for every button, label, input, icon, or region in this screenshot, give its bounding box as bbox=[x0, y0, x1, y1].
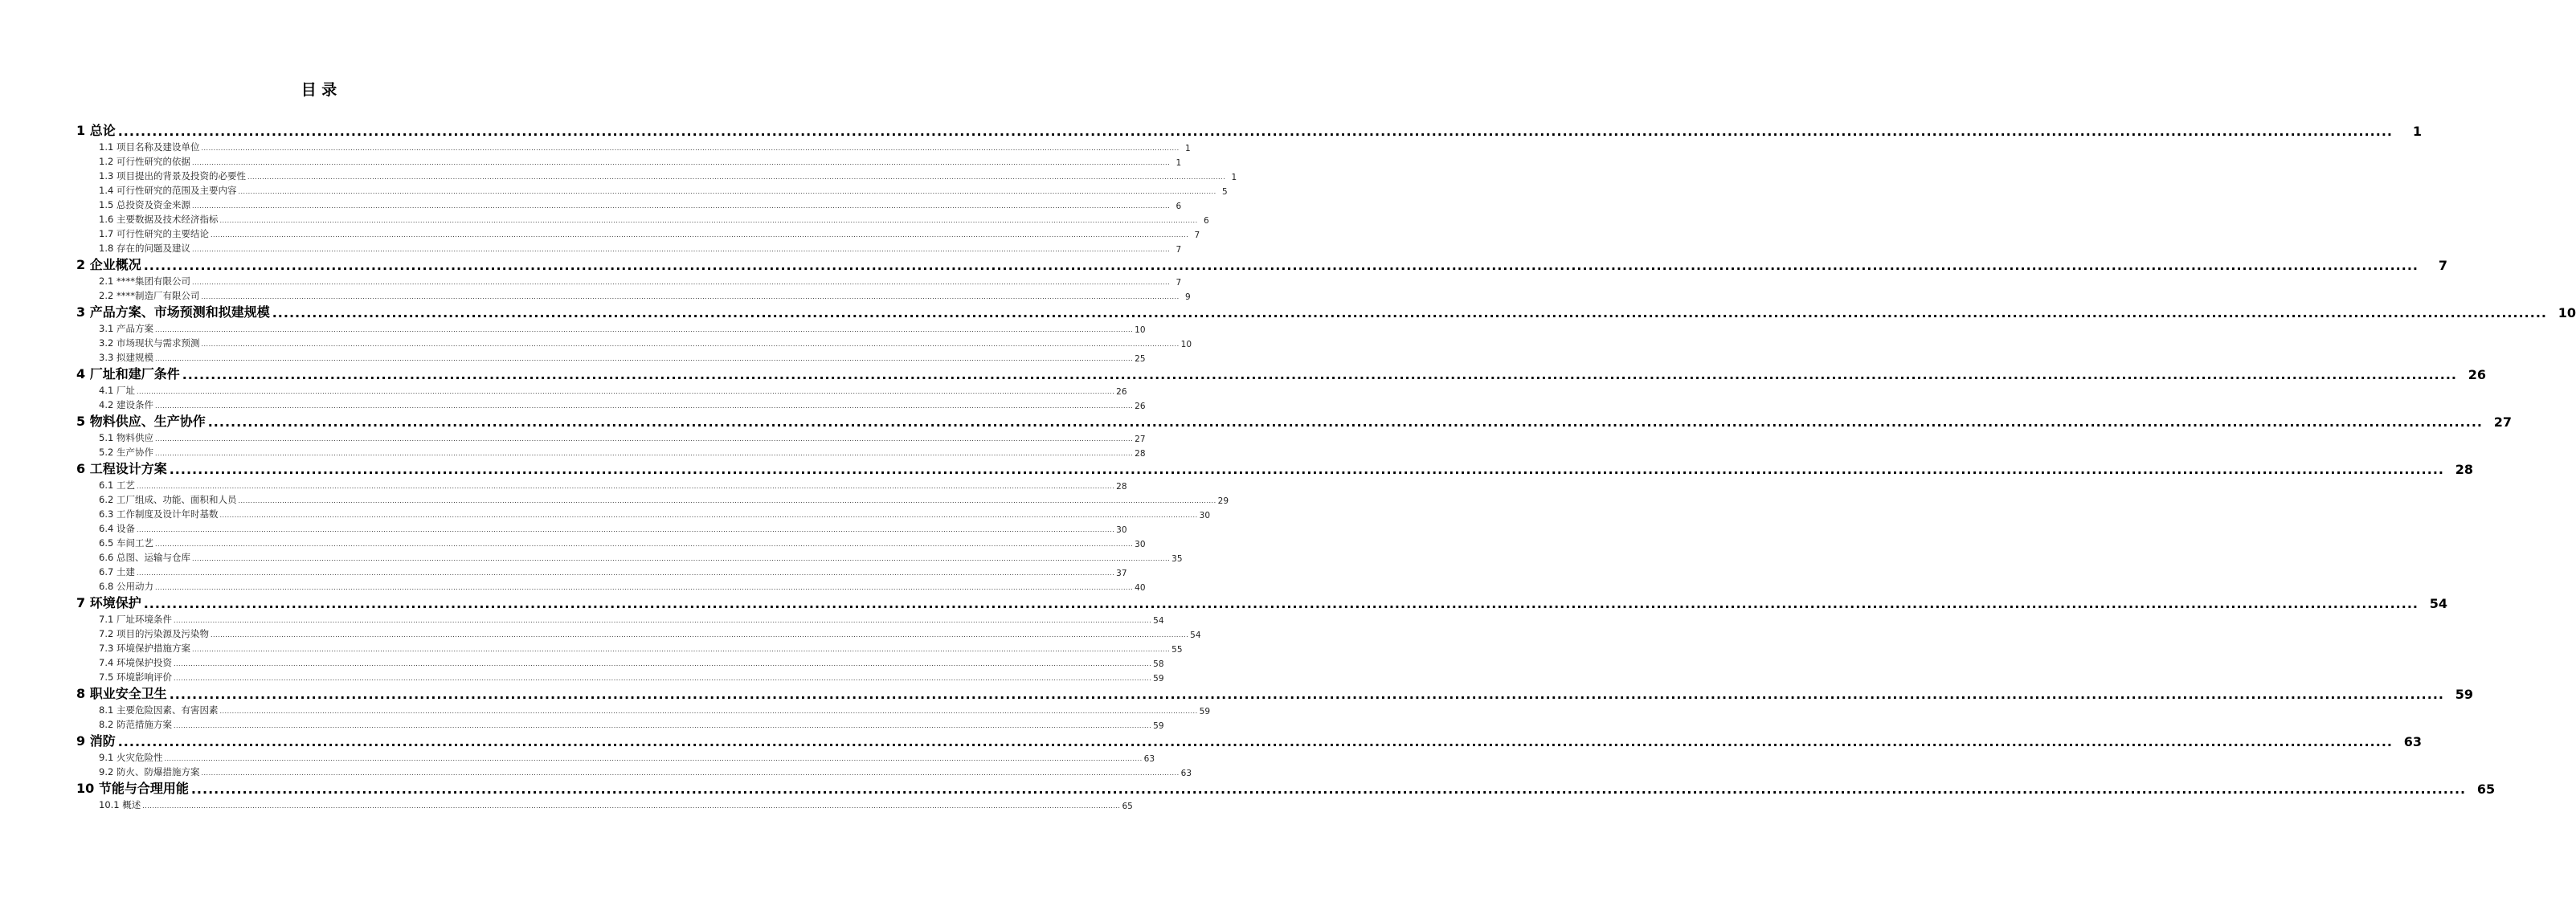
toc-entry-label: 6.7 土建 bbox=[99, 566, 135, 578]
toc-entry-label: 1.1 项目名称及建设单位 bbox=[99, 141, 200, 153]
toc-leader-dots: ................................................................................................................................................................................................................................................................................................................................................................................................................ bbox=[154, 450, 1134, 457]
toc-section-entry[interactable] bbox=[76, 139, 1191, 153]
toc-entry-label: 1 总论 bbox=[76, 123, 116, 138]
toc-leader-dots: ................................................................................................................................................................................................................................................................................................................................................................................................................ bbox=[219, 512, 1198, 519]
toc-page-number: 6 bbox=[1176, 202, 1182, 211]
toc-page-number: 63 bbox=[1143, 754, 1155, 764]
toc-entry-label: 6.2 工厂组成、功能、面积和人员 bbox=[99, 494, 237, 505]
toc-entry-label: 5 物料供应、生产协作 bbox=[76, 414, 206, 429]
toc-section-entry[interactable] bbox=[76, 273, 1182, 288]
toc-leader-dots: ................................................................................................................................................................................................................................................................................................................................................................................................................ bbox=[154, 435, 1134, 443]
toc-chapter-entry[interactable] bbox=[76, 122, 2422, 139]
toc-section-entry[interactable] bbox=[76, 764, 1192, 778]
toc-page-number: 25 bbox=[1135, 354, 1146, 364]
toc-entry-label: 1.8 存在的问题及建议 bbox=[99, 243, 190, 254]
toc-section-entry[interactable] bbox=[76, 797, 1133, 811]
toc-leader-dots: ................................................................................................................................................................................................................................................................................................................................................................................................................ bbox=[219, 217, 1198, 224]
toc-leader-dots: ................................................................................................................................................................................................................................................................................................................................................................................................................ bbox=[247, 173, 1226, 181]
toc-section-entry[interactable] bbox=[76, 611, 1164, 626]
toc-leader-dots: ................................................................................................................................................................................................................................................................................................................................................................................................................ bbox=[142, 802, 1121, 810]
toc-leader-dots: ................................................................................................................................................................................................................................................................................................................................................................................................................ bbox=[201, 293, 1180, 300]
toc-page-number: 26 bbox=[1116, 387, 1127, 397]
toc-page-number: 7 bbox=[2438, 258, 2447, 273]
toc-entry-label: 9.1 火灾危险性 bbox=[99, 752, 163, 763]
toc-page-number: 10 bbox=[2558, 305, 2576, 320]
toc-page-number: 30 bbox=[1199, 511, 1211, 520]
toc-leader-dots: ................................................................................................................................................................................................................................................................................................................................................................................................................ bbox=[201, 769, 1180, 777]
toc-page-number: 55 bbox=[1171, 645, 1183, 655]
toc-page-number: 54 bbox=[2429, 596, 2447, 611]
toc-section-entry[interactable] bbox=[76, 197, 1182, 211]
toc-entry-label: 4 厂址和建厂条件 bbox=[76, 366, 180, 382]
toc-leader-dots: ................................................................................................................................................................................................................................................................................................................................................................................................................ bbox=[143, 258, 2419, 273]
toc-page-number: 28 bbox=[1116, 482, 1127, 492]
toc-leader-dots: ................................................................................................................................................................................................................................................................................................................................................................................................................ bbox=[191, 246, 1171, 253]
toc-leader-dots: ................................................................................................................................................................................................................................................................................................................................................................................................................ bbox=[136, 388, 1115, 395]
toc-section-entry[interactable] bbox=[76, 669, 1164, 684]
toc-section-entry[interactable] bbox=[76, 240, 1182, 255]
toc-page-number: 1 bbox=[1184, 144, 1191, 153]
toc-leader-dots: ................................................................................................................................................................................................................................................................................................................................................................................................................ bbox=[210, 631, 1189, 639]
toc-section-entry[interactable] bbox=[76, 335, 1192, 349]
toc-leader-dots: ................................................................................................................................................................................................................................................................................................................................................................................................................ bbox=[201, 145, 1180, 152]
toc-page-number: 65 bbox=[1122, 802, 1133, 811]
toc-entry-label: 6 工程设计方案 bbox=[76, 461, 167, 476]
toc-section-entry[interactable] bbox=[76, 288, 1191, 302]
toc-section-entry[interactable] bbox=[76, 564, 1127, 578]
toc-page-number: 27 bbox=[1135, 435, 1146, 444]
toc-leader-dots: ................................................................................................................................................................................................................................................................................................................................................................................................................ bbox=[169, 687, 2444, 702]
toc-entry-label: 7.4 环境保护投资 bbox=[99, 657, 172, 668]
toc-leader-dots: ................................................................................................................................................................................................................................................................................................................................................................................................................ bbox=[143, 596, 2419, 611]
toc-entry-label: 6.6 总图、运输与仓库 bbox=[99, 552, 190, 563]
toc-leader-dots: ................................................................................................................................................................................................................................................................................................................................................................................................................ bbox=[173, 675, 1152, 682]
toc-section-entry[interactable] bbox=[76, 549, 1183, 564]
toc-entry-label: 6.8 公用动力 bbox=[99, 581, 153, 592]
table-of-contents bbox=[76, 120, 2576, 811]
toc-leader-dots: ................................................................................................................................................................................................................................................................................................................................................................................................................ bbox=[210, 231, 1189, 239]
toc-page-number: 7 bbox=[1194, 231, 1200, 240]
toc-leader-dots: ................................................................................................................................................................................................................................................................................................................................................................................................................ bbox=[154, 326, 1134, 333]
toc-leader-dots: ................................................................................................................................................................................................................................................................................................................................................................................................................ bbox=[154, 355, 1134, 362]
toc-entry-label: 2 企业概况 bbox=[76, 257, 141, 272]
toc-entry-label: 10 节能与合理用能 bbox=[76, 781, 189, 796]
toc-page-number: 26 bbox=[1135, 402, 1146, 411]
toc-chapter-entry[interactable] bbox=[76, 413, 2512, 430]
toc-leader-dots: ................................................................................................................................................................................................................................................................................................................................................................................................................ bbox=[182, 367, 2457, 382]
toc-page-number: 1 bbox=[2412, 124, 2422, 139]
toc-leader-dots: ................................................................................................................................................................................................................................................................................................................................................................................................................ bbox=[154, 541, 1134, 548]
toc-section-entry[interactable] bbox=[76, 153, 1182, 168]
toc-chapter-entry[interactable] bbox=[76, 304, 2576, 320]
title-text: 目 录 bbox=[301, 81, 337, 99]
toc-page-number: 65 bbox=[2476, 782, 2496, 797]
toc-page-number: 59 bbox=[1199, 707, 1211, 716]
toc-page-number: 37 bbox=[1116, 569, 1127, 578]
toc-entry-label: 5.2 生产协作 bbox=[99, 447, 153, 458]
toc-leader-dots: ................................................................................................................................................................................................................................................................................................................................................................................................................ bbox=[117, 124, 2393, 139]
toc-leader-dots: ................................................................................................................................................................................................................................................................................................................................................................................................................ bbox=[272, 305, 2547, 320]
toc-section-entry[interactable] bbox=[76, 520, 1127, 535]
toc-page-number: 7 bbox=[1176, 245, 1182, 255]
toc-leader-dots: ................................................................................................................................................................................................................................................................................................................................................................................................................ bbox=[173, 660, 1152, 667]
toc-section-entry[interactable] bbox=[76, 506, 1211, 520]
toc-leader-dots: ................................................................................................................................................................................................................................................................................................................................................................................................................ bbox=[173, 722, 1152, 729]
toc-chapter-entry[interactable] bbox=[76, 460, 2473, 477]
toc-leader-dots: ................................................................................................................................................................................................................................................................................................................................................................................................................ bbox=[191, 279, 1171, 286]
toc-section-entry[interactable] bbox=[76, 349, 1146, 364]
toc-entry-label: 3.2 市场现状与需求预测 bbox=[99, 337, 200, 349]
toc-entry-label: 6.5 车间工艺 bbox=[99, 537, 153, 549]
toc-entry-label: 8 职业安全卫生 bbox=[76, 686, 167, 701]
toc-entry-label: 7.5 环境影响评价 bbox=[99, 671, 172, 683]
toc-section-entry[interactable] bbox=[76, 320, 1146, 335]
toc-section-entry[interactable] bbox=[76, 444, 1146, 459]
toc-entry-label: 1.4 可行性研究的范围及主要内容 bbox=[99, 185, 237, 196]
page-title bbox=[0, 78, 638, 100]
toc-section-entry[interactable] bbox=[76, 211, 1209, 226]
toc-leader-dots: ................................................................................................................................................................................................................................................................................................................................................................................................................ bbox=[169, 462, 2444, 477]
toc-page-number: 6 bbox=[1203, 216, 1209, 226]
toc-entry-label: 3.1 产品方案 bbox=[99, 323, 153, 334]
toc-section-entry[interactable] bbox=[76, 578, 1146, 593]
toc-chapter-entry[interactable] bbox=[76, 685, 2473, 702]
toc-leader-dots: ................................................................................................................................................................................................................................................................................................................................................................................................................ bbox=[191, 202, 1171, 210]
toc-page-number: 26 bbox=[2468, 367, 2486, 382]
toc-entry-label: 6.3 工作制度及设计年时基数 bbox=[99, 508, 219, 520]
toc-leader-dots: ................................................................................................................................................................................................................................................................................................................................................................................................................ bbox=[154, 584, 1134, 591]
toc-page-number: 27 bbox=[2493, 414, 2512, 430]
toc-leader-dots: ................................................................................................................................................................................................................................................................................................................................................................................................................ bbox=[191, 555, 1171, 562]
toc-section-entry[interactable] bbox=[76, 716, 1164, 731]
toc-leader-dots: ................................................................................................................................................................................................................................................................................................................................................................................................................ bbox=[154, 402, 1134, 410]
toc-entry-label: 4.1 厂址 bbox=[99, 385, 135, 396]
toc-leader-dots: ................................................................................................................................................................................................................................................................................................................................................................................................................ bbox=[190, 782, 2467, 797]
toc-chapter-entry[interactable] bbox=[76, 256, 2447, 273]
toc-page-number: 5 bbox=[1221, 187, 1228, 197]
toc-chapter-entry[interactable] bbox=[76, 365, 2486, 382]
toc-section-entry[interactable] bbox=[76, 655, 1164, 669]
toc-leader-dots: ................................................................................................................................................................................................................................................................................................................................................................................................................ bbox=[201, 341, 1180, 348]
toc-page-number: 54 bbox=[1190, 631, 1201, 640]
toc-page-number: 63 bbox=[1180, 769, 1192, 778]
toc-chapter-entry[interactable] bbox=[76, 780, 2496, 797]
toc-leader-dots: ................................................................................................................................................................................................................................................................................................................................................................................................................ bbox=[164, 755, 1143, 762]
toc-page-number: 40 bbox=[1135, 583, 1146, 593]
toc-page-number: 29 bbox=[1217, 496, 1229, 506]
toc-page-number: 58 bbox=[1153, 659, 1164, 669]
toc-section-entry[interactable] bbox=[76, 182, 1228, 197]
toc-section-entry[interactable] bbox=[76, 749, 1155, 764]
toc-page-number: 30 bbox=[1135, 540, 1146, 549]
toc-leader-dots: ................................................................................................................................................................................................................................................................................................................................................................................................................ bbox=[173, 617, 1152, 624]
toc-page-number: 30 bbox=[1116, 525, 1127, 535]
toc-leader-dots: ................................................................................................................................................................................................................................................................................................................................................................................................................ bbox=[136, 526, 1115, 533]
toc-entry-label: 1.6 主要数据及技术经济指标 bbox=[99, 214, 219, 225]
toc-section-entry[interactable] bbox=[76, 535, 1146, 549]
toc-section-entry[interactable] bbox=[76, 226, 1200, 240]
toc-entry-label: 7.3 环境保护措施方案 bbox=[99, 643, 190, 654]
toc-entry-label: 8.1 主要危险因素、有害因素 bbox=[99, 704, 219, 716]
toc-leader-dots: ................................................................................................................................................................................................................................................................................................................................................................................................................ bbox=[191, 646, 1171, 653]
toc-entry-label: 7 环境保护 bbox=[76, 595, 141, 610]
toc-entry-label: 2.1 ****集团有限公司 bbox=[99, 275, 190, 287]
toc-entry-label: 5.1 物料供应 bbox=[99, 432, 153, 443]
toc-page-number: 59 bbox=[1153, 674, 1164, 684]
toc-entry-label: 3 产品方案、市场预测和拟建规模 bbox=[76, 304, 270, 320]
toc-entry-label: 8.2 防范措施方案 bbox=[99, 719, 172, 730]
toc-page-number: 59 bbox=[1153, 721, 1164, 731]
toc-page-number: 10 bbox=[1135, 325, 1146, 335]
toc-entry-label: 6.4 设备 bbox=[99, 523, 135, 534]
toc-page-number: 28 bbox=[2455, 462, 2473, 477]
toc-entry-label: 2.2 ****制造厂有限公司 bbox=[99, 290, 200, 301]
toc-leader-dots: ................................................................................................................................................................................................................................................................................................................................................................................................................ bbox=[238, 188, 1216, 195]
toc-entry-label: 1.7 可行性研究的主要结论 bbox=[99, 228, 209, 239]
toc-entry-label: 1.2 可行性研究的依据 bbox=[99, 156, 190, 167]
toc-entry-label: 7.2 项目的污染源及污染物 bbox=[99, 628, 209, 639]
toc-section-entry[interactable] bbox=[76, 640, 1183, 655]
toc-leader-dots: ................................................................................................................................................................................................................................................................................................................................................................................................................ bbox=[117, 734, 2393, 749]
toc-section-entry[interactable] bbox=[76, 477, 1127, 492]
toc-section-entry[interactable] bbox=[76, 626, 1201, 640]
toc-entry-label: 4.2 建设条件 bbox=[99, 399, 153, 410]
toc-section-entry[interactable] bbox=[76, 168, 1237, 182]
toc-page-number: 1 bbox=[1176, 158, 1182, 168]
toc-leader-dots: ................................................................................................................................................................................................................................................................................................................................................................................................................ bbox=[136, 569, 1115, 577]
toc-section-entry[interactable] bbox=[76, 492, 1229, 506]
toc-chapter-entry[interactable] bbox=[76, 733, 2422, 749]
toc-entry-label: 1.5 总投资及资金来源 bbox=[99, 199, 190, 210]
toc-section-entry[interactable] bbox=[76, 397, 1146, 411]
toc-entry-label: 9.2 防火、防爆措施方案 bbox=[99, 766, 200, 778]
toc-leader-dots: ................................................................................................................................................................................................................................................................................................................................................................................................................ bbox=[238, 497, 1216, 504]
toc-entry-label: 6.1 工艺 bbox=[99, 480, 135, 491]
toc-leader-dots: ................................................................................................................................................................................................................................................................................................................................................................................................................ bbox=[207, 414, 2483, 430]
toc-page-number: 7 bbox=[1176, 278, 1182, 288]
toc-entry-label: 9 消防 bbox=[76, 733, 116, 749]
toc-entry-label: 7.1 厂址环境条件 bbox=[99, 614, 172, 625]
toc-entry-label: 10.1 概述 bbox=[99, 799, 141, 810]
toc-chapter-entry[interactable] bbox=[76, 594, 2447, 611]
toc-page-number: 59 bbox=[2455, 687, 2473, 702]
toc-leader-dots: ................................................................................................................................................................................................................................................................................................................................................................................................................ bbox=[219, 708, 1198, 715]
toc-section-entry[interactable] bbox=[76, 430, 1146, 444]
toc-page-number: 54 bbox=[1153, 616, 1164, 626]
toc-page-number: 28 bbox=[1135, 449, 1146, 459]
toc-entry-label: 1.3 项目提出的背景及投资的必要性 bbox=[99, 170, 246, 182]
toc-page-number: 10 bbox=[1180, 340, 1192, 349]
toc-entry-label: 3.3 拟建规模 bbox=[99, 352, 153, 363]
toc-page-number: 63 bbox=[2403, 734, 2422, 749]
toc-page-number: 1 bbox=[1231, 173, 1237, 182]
toc-leader-dots: ................................................................................................................................................................................................................................................................................................................................................................................................................ bbox=[191, 159, 1171, 166]
toc-page-number: 9 bbox=[1184, 292, 1191, 302]
toc-leader-dots: ................................................................................................................................................................................................................................................................................................................................................................................................................ bbox=[136, 483, 1115, 490]
toc-section-entry[interactable] bbox=[76, 382, 1127, 397]
toc-page-number: 35 bbox=[1171, 554, 1183, 564]
toc-section-entry[interactable] bbox=[76, 702, 1211, 716]
